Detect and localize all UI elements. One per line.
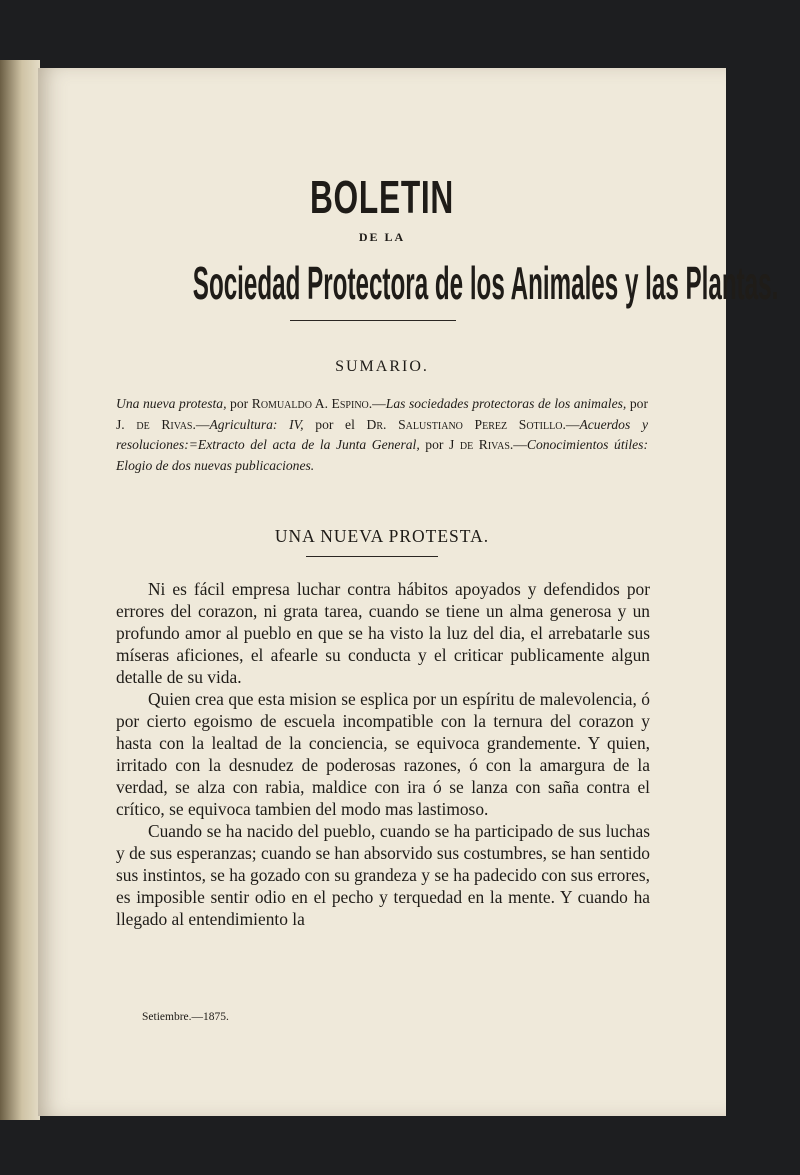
article-paragraph: Ni es fácil empresa luchar contra hábitos apoyados y defendidos por errores del corazon, ni grata tarea, cuando se tiene un alma generosa y un profundo amor al pueblo en que se ha visto la luz del dia, el arrebatarle sus míseras aficiones, el afearle su conducta y el criticar publicamente algun detalle de su vida. [116,579,650,687]
article-body [116,578,650,930]
masthead-subtitle: Sociedad Protectora de los Animales y las Plantas. [192,258,779,310]
summary-part: — [513,437,527,452]
summary-part: Una nueva protesta, [116,396,227,411]
page-footer-date: Setiembre.—1875. [142,1011,229,1023]
summary-heading: SUMARIO. [335,358,429,375]
summary-part: — [565,416,580,432]
article-title: UNA NUEVA PROTESTA. [274,526,490,546]
summary-part: Las sociedades protectoras de los animales, [385,396,627,411]
summary-part: Agricultura: IV, [209,416,304,432]
summary-part: por el [303,416,367,432]
article-paragraph: Cuando se ha nacido del pueblo, cuando se ha participado de sus luchas y de sus esperanzas; cuando se han absorvido sus costumbres, se han sentido sus instintos, se ha gozado con su grandeza y se ha padecido con sus errores, es imposible sentir odio en el pecho y terquedad en la mente. Y cuando ha llegado al entendimiento la [116,821,650,929]
summary-part: Acuerdos y resoluciones:=Extracto del acta de la Junta General, [116,416,648,452]
article-paragraph: Quien crea que esta mision se esplica por un espíritu de malevolencia, ó por cierto egoismo de escuela incompatible con la ternura del corazon y hasta con la lealtad de la conciencia, se equivoca grandemente. Y quien, irritado con la desnudez de poderosas razones, ó con la amargura de la verdad, se alza con rabia, maldice con ira ó se lanza con saña contra el crítico, se equivoca tambien del modo mas lastimoso. [116,689,650,819]
summary-part: Conocimientos útiles: Elogio de dos nuevas publicaciones. [116,437,648,473]
summary-part: por [226,396,252,411]
summary-part: Dr. Salustiano Perez Sotillo. [366,416,566,432]
summary-part: por [419,437,450,452]
summary-part: — [372,396,386,411]
summary-part: J. de Rivas. [116,416,196,432]
summary-part: — [195,416,210,432]
article-title-rule [306,556,438,557]
book-spine-edge [0,60,40,1120]
summary-part: por [626,396,648,411]
summary-part: Romualdo A. Espino. [251,396,373,411]
masthead-de-la: DE LA [358,230,406,244]
summary-part: J de Rivas. [449,437,514,452]
masthead-rule [290,320,456,321]
page [38,68,779,1116]
summary-text [116,394,648,476]
masthead-title: BOLETIN [309,172,455,224]
